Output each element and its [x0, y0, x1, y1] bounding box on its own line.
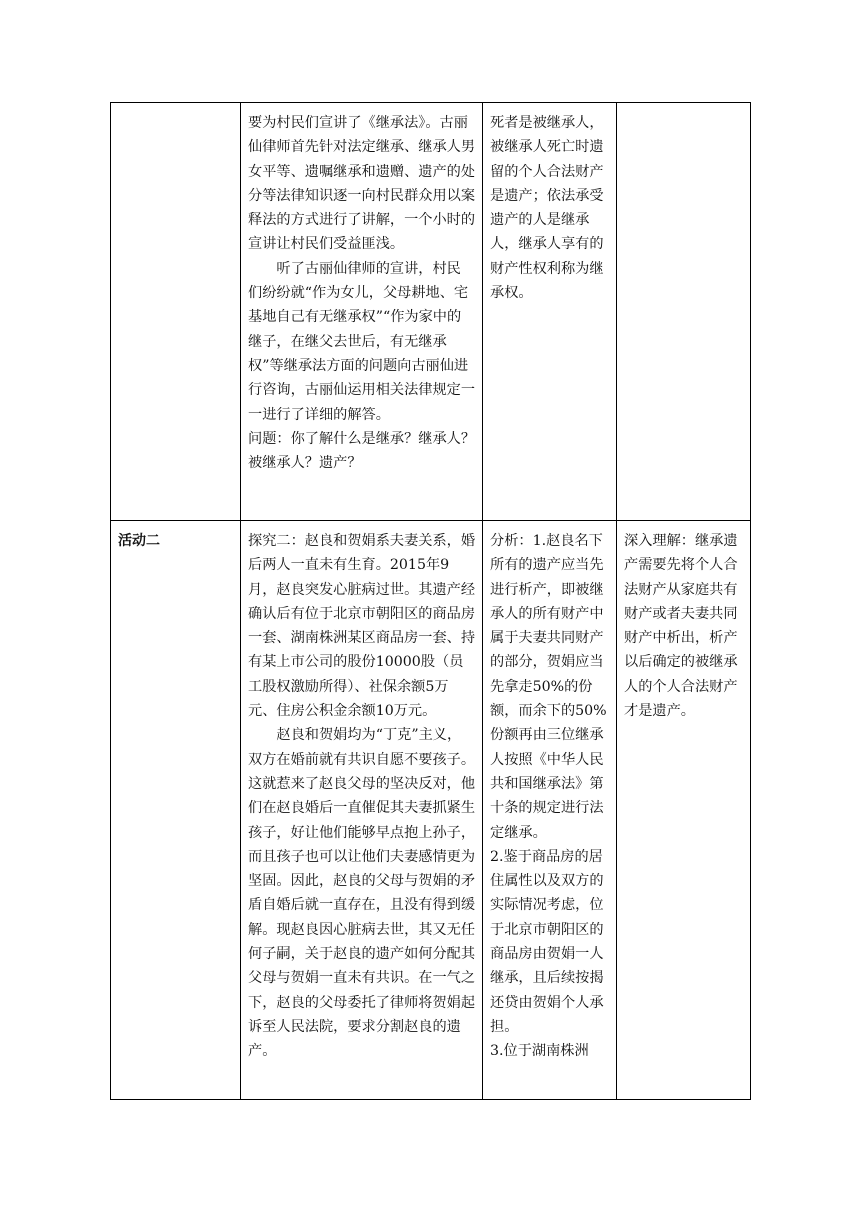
content-cell	[241, 103, 483, 521]
analysis-cell	[483, 103, 617, 521]
activity-cell	[111, 103, 241, 521]
question-text: 问题：你了解什么是继承？继承人？被继承人？遗产？	[248, 430, 476, 472]
analysis-cell	[483, 521, 617, 1100]
content-paragraph: 要为村民们宣讲了《继承法》。古丽仙律师首先针对法定继承、继承人男女平等、遗嘱继承和遗赠、遗产的处分等法律知识逐一向村民群众用以案释法的方式进行了讲解，一个小时的宣讲让村民们受益匪浅。	[248, 115, 476, 253]
note-text: 深入理解：继承遗产需要先将个人合法财产从家庭共有财产或者夫妻共同财产中析出，析产以后确定的被继承人的个人合法财产才是遗产。	[624, 533, 738, 720]
content-paragraph: 听了古丽仙律师的宣讲，村民们纷纷就“作为女儿，父母耕地、宅基地自己有无继承权”“作为家中的继子，在继父去世后，有无继承权”等继承法方面的问题向古丽仙进行咨询，古丽仙运用相关法律规定一一进行了详细的解答。	[248, 260, 476, 423]
lesson-table	[110, 102, 751, 1100]
analysis-paragraph: 死者是被继承人，被继承人死亡时遗留的个人合法财产是遗产；依法承受遗产的人是继承人，继承人享有的财产性权利称为继承权。	[490, 115, 604, 302]
analysis-paragraph: 分析：1.赵良名下所有的遗产应当先进行析产，即被继承人的所有财产中属于夫妻共同财产的部分，贺娟应当先拿走50%的份额，而余下的50%份额再由三位继承人按照《中华人民共和国继承法》第十条的规定进行法定继承。	[490, 533, 607, 841]
activity-label: 活动二	[118, 533, 160, 549]
note-cell	[617, 521, 751, 1100]
content-cell	[241, 521, 483, 1100]
note-cell	[617, 103, 751, 521]
content-paragraph: 赵良和贺娟均为“丁克”主义，双方在婚前就有共识自愿不要孩子。这就惹来了赵良父母的坚决反对，他们在赵良婚后一直催促其夫妻抓紧生孩子，好让他们能够早点抱上孙子，而且孩子也可以让他们夫妻感情更为坚固。因此，赵良的父母与贺娟的矛盾自婚后就一直存在，且没有得到缓解。现赵良因心脏病去世，其又无任何子嗣，关于赵良的遗产如何分配其父母与贺娟一直未有共识。在一气之下，赵良的父母委托了律师将贺娟起诉至人民法院，要求分割赵良的遗产。	[248, 727, 476, 1060]
analysis-paragraph: 3.位于湖南株洲	[490, 1043, 589, 1060]
table-row	[111, 103, 751, 521]
content-paragraph: 探究二：赵良和贺娟系夫妻关系，婚后两人一直未有生育。2015年9月，赵良突发心脏病过世。其遗产经确认后有位于北京市朝阳区的商品房一套、湖南株洲某区商品房一套、持有某上市公司的股份10000股（员工股权激励所得）、社保余额5万元、住房公积金余额10万元。	[248, 533, 476, 720]
table-row	[111, 521, 751, 1100]
activity-cell	[111, 521, 241, 1100]
analysis-paragraph: 2.鉴于商品房的居住属性以及双方的实际情况考虑，位于北京市朝阳区的商品房由贺娟一人继承，且后续按揭还贷由贺娟个人承担。	[490, 848, 604, 1035]
